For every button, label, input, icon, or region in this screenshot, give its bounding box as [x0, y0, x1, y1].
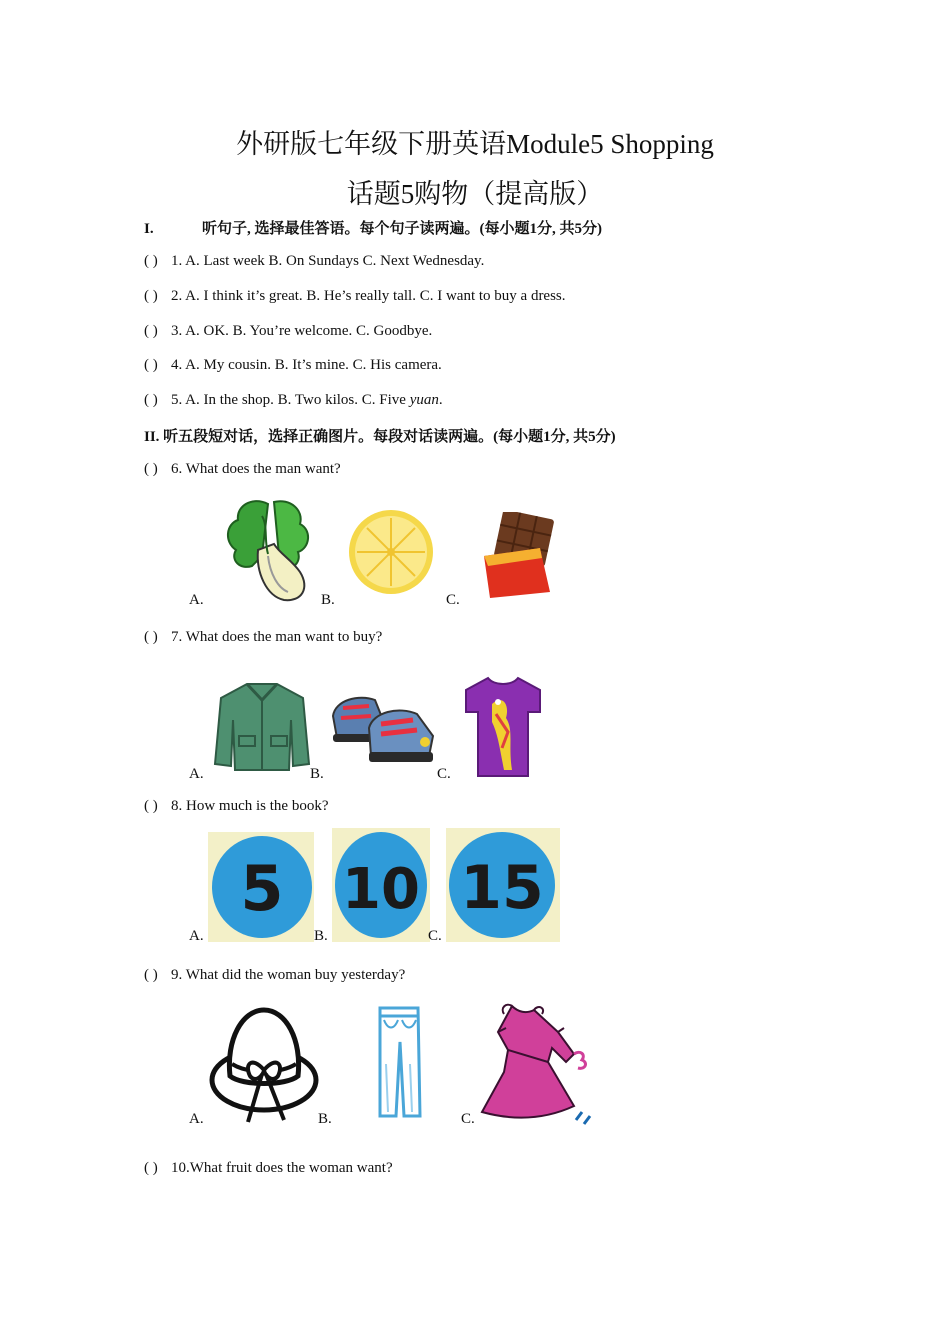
option-label[interactable]: B. — [314, 928, 328, 944]
page-title: 外研版七年级下册英语Module5 Shopping — [236, 129, 714, 159]
answer-blank[interactable]: ( ) — [144, 392, 158, 408]
question-4 — [144, 357, 442, 374]
option-label[interactable]: B. — [310, 766, 324, 782]
section-1-instructions: 听句子, 选择最佳答语。每个句子读两遍。(每小题1分, 共5分) — [202, 221, 602, 237]
question-text: 3. A. OK. B. You’re welcome. C. Goodbye. — [171, 323, 433, 339]
price-5-coin-icon — [208, 832, 314, 942]
tshirt-icon — [462, 674, 544, 778]
question-10 — [144, 1160, 393, 1177]
question-8 — [144, 798, 328, 815]
chocolate-icon — [480, 512, 564, 600]
question-text: 7. What does the man want to buy? — [171, 629, 383, 645]
question-text: 1. A. Last week B. On Sundays C. Next Wednesday. — [171, 253, 485, 269]
lettuce-icon — [222, 496, 314, 604]
option-label[interactable]: A. — [189, 1111, 204, 1127]
option-label[interactable]: A. — [189, 766, 204, 782]
price-15-text: 15 — [460, 853, 544, 923]
dress-icon — [478, 1002, 594, 1126]
price-10-text: 10 — [342, 857, 420, 922]
question-6 — [144, 461, 341, 478]
page-subtitle: 话题5购物（提高版） — [346, 179, 604, 209]
question-7 — [144, 629, 382, 646]
question-9 — [144, 967, 405, 984]
question-text: 5. A. In the shop. B. Two kilos. C. Five — [171, 392, 410, 408]
question-text-end: . — [438, 392, 443, 408]
answer-blank[interactable]: ( ) — [144, 323, 158, 339]
section-2-heading: II. 听五段短对话，选择正确图片。每段对话读两遍。(每小题1分, 共5分) — [144, 429, 616, 445]
option-label[interactable]: A. — [189, 928, 204, 944]
option-label[interactable]: C. — [428, 928, 442, 944]
jacket-icon — [213, 680, 311, 774]
question-text-italic: yuan — [409, 392, 439, 408]
answer-blank[interactable]: ( ) — [144, 798, 158, 814]
question-2 — [144, 288, 566, 305]
answer-blank[interactable]: ( ) — [144, 288, 158, 304]
answer-blank[interactable]: ( ) — [144, 357, 158, 373]
question-text: 8. How much is the book? — [171, 798, 329, 814]
option-label[interactable]: C. — [461, 1111, 475, 1127]
lemon-icon — [347, 508, 435, 596]
question-text: 6. What does the man want? — [171, 461, 341, 477]
answer-blank[interactable]: ( ) — [144, 629, 158, 645]
option-label[interactable]: B. — [321, 592, 335, 608]
question-3 — [144, 323, 432, 340]
answer-blank[interactable]: ( ) — [144, 461, 158, 477]
question-text: 2. A. I think it’s great. B. He’s really tall. C. I want to buy a dress. — [171, 288, 566, 304]
question-text: 4. A. My cousin. B. It’s mine. C. His camera. — [171, 357, 442, 373]
answer-blank[interactable]: ( ) — [144, 253, 158, 269]
option-label[interactable]: C. — [446, 592, 460, 608]
answer-blank[interactable]: ( ) — [144, 1160, 158, 1176]
jeans-icon — [374, 1004, 424, 1120]
answer-blank[interactable]: ( ) — [144, 967, 158, 983]
question-text: 9. What did the woman buy yesterday? — [171, 967, 406, 983]
price-15-coin-icon — [446, 828, 560, 942]
price-5-text: 5 — [240, 852, 284, 925]
price-10-coin-icon — [332, 828, 430, 942]
question-1 — [144, 253, 484, 270]
section-1-number: I. — [144, 221, 154, 237]
hat-icon — [208, 1004, 320, 1126]
question-text: 10.What fruit does the woman want? — [171, 1160, 393, 1176]
section-1-heading — [144, 217, 602, 238]
sneakers-icon — [329, 686, 437, 766]
option-label[interactable]: A. — [189, 592, 204, 608]
option-label[interactable]: C. — [437, 766, 451, 782]
question-5 — [144, 392, 443, 409]
option-label[interactable]: B. — [318, 1111, 332, 1127]
